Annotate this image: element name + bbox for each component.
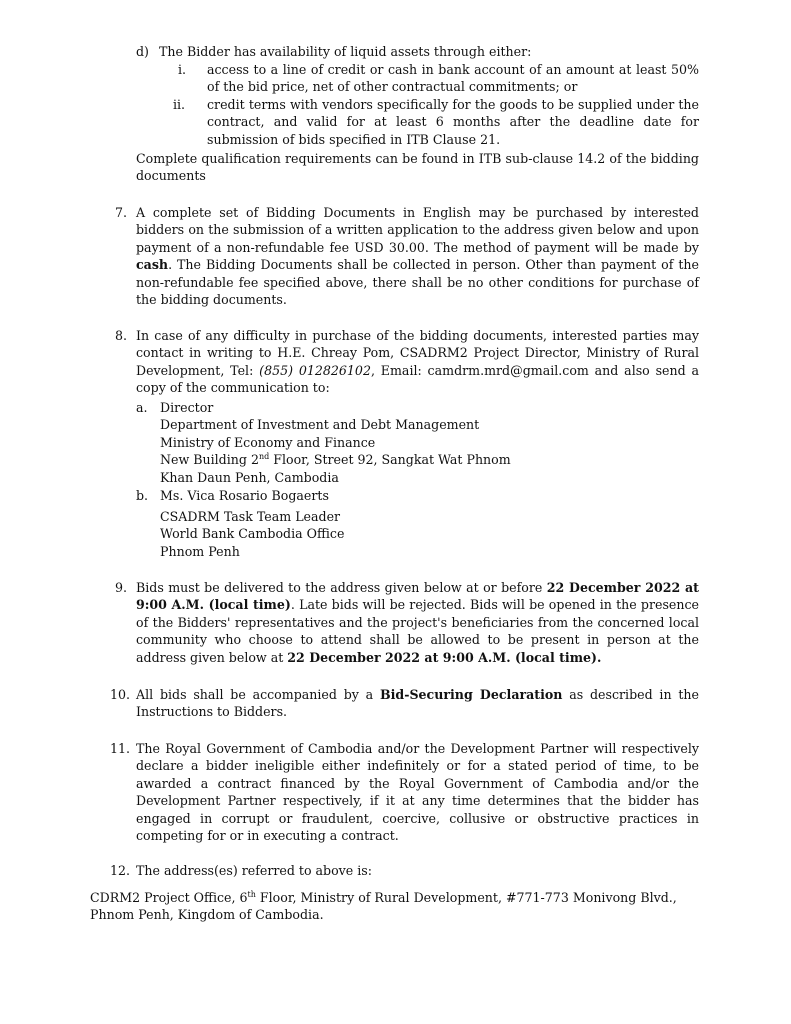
payment-method: cash xyxy=(136,257,169,273)
contact-a-title: Director xyxy=(160,400,214,415)
contact-a-marker: a. xyxy=(136,400,148,415)
phone-number: (855) 012826102 xyxy=(259,362,371,378)
contact-a-block xyxy=(160,399,700,486)
subitem-ii-marker: ii. xyxy=(173,97,186,112)
contact-a-line: Ministry of Economy and Finance xyxy=(160,434,376,450)
item-d-text: The Bidder has availability of liquid assets through either: xyxy=(159,44,532,59)
item-9-number: 9. xyxy=(115,580,128,595)
item-10-text: All bids shall be accompanied by a Bid-Securing Declaration as described in the Instructions to Bidders. xyxy=(136,687,699,720)
contact-b-line: Phnom Penh xyxy=(160,543,240,559)
subitem-i-marker: i. xyxy=(178,62,187,77)
item-8-number: 8. xyxy=(115,328,128,343)
contact-a-line: Department of Investment and Debt Management xyxy=(160,417,480,433)
item-8-text: In case of any difficulty in purchase of the bidding documents, interested parties may contact in writing to H.E. Chreay Pom, CSADRM2 Project Director, Ministry of Rural Development, Tel: (855) 012826102, Email: camdrm.mrd@gmail.com and also send a copy of the communication to: xyxy=(136,328,700,396)
item-7-text: A complete set of Bidding Documents in English may be purchased by interested bidders on the submission of a written application to the address given below and upon payment of a non-refundable fee USD 30.00. The method of payment will be made by cash. The Bidding Documents shall be collected in person. Other than payment of the non-refundable fee specified above, there shall be no other conditions for purchase of the bidding documents. xyxy=(136,205,699,308)
qualification-note: Complete qualification requirements can be found in ITB sub-clause 14.2 of the bidding documents xyxy=(136,151,699,184)
item-12-text: The address(es) referred to above is: xyxy=(136,863,372,878)
bid-opening: 22 December 2022 at 9:00 A.M. (local time). xyxy=(287,649,602,665)
item-d-marker: d) xyxy=(136,44,149,59)
contact-a-building: New Building 2nd Floor, Street 92, Sangkat Wat Phnom xyxy=(160,452,511,468)
bid-deadline: 22 December 2022 at 9:00 A.M. (local time) xyxy=(136,580,700,613)
item-11-number: 11. xyxy=(110,741,131,756)
contact-b-marker: b. xyxy=(136,488,149,503)
subitem-i-text: access to a line of credit or cash in bank account of an amount at least 50% of the bid price, net of other contractual commitments; or xyxy=(207,62,699,95)
bid-securing-declaration: Bid-Securing Declaration xyxy=(379,687,563,702)
item-9-text: Bids must be delivered to the address given below at or before 22 December 2022 at 9:00 A.M. (local time). Late bids will be rejected. Bids will be opened in the presence of the Bidders' representatives and the project's beneficiaries from the concerned local community who choose to attend shall be allowed to be present in person at the address given below at 22 December 2022 at 9:00 A.M. (local time). xyxy=(136,580,700,665)
contact-b-block xyxy=(160,508,700,560)
address-line-1: CDRM2 Project Office, 6th Floor, Ministry of Rural Development, #771-773 Monivong Blvd., xyxy=(90,889,677,905)
subitem-ii-text: credit terms with vendors specifically for the goods to be supplied under the contract, and valid for at least 6 months after the deadline date for submission of bids specified in ITB Clause 21. xyxy=(207,97,699,147)
item-7-number: 7. xyxy=(115,205,128,220)
contact-b-line: CSADRM Task Team Leader xyxy=(160,509,341,524)
contact-a-last: Khan Daun Penh, Cambodia xyxy=(160,469,339,485)
address-line-2: Phnom Penh, Kingdom of Cambodia. xyxy=(90,907,324,923)
contact-b-title: Ms. Vica Rosario Bogaerts xyxy=(160,488,329,503)
contact-b-line: World Bank Cambodia Office xyxy=(160,526,345,542)
item-10-number: 10. xyxy=(110,687,131,702)
item-11-text: The Royal Government of Cambodia and/or the Development Partner will respectively declare a bidder ineligible either indefinitely or for a stated period of time, to be awarded a contract financed by the Royal Government of Cambodia and/or the Development Partner respectively, if it at any time determines that the bidder has engaged in corrupt or fraudulent, coercive, collusive or obstructive practices in competing for or in executing a contract. xyxy=(136,741,699,844)
project-office-address xyxy=(90,889,710,924)
item-12-number: 12. xyxy=(110,863,131,878)
